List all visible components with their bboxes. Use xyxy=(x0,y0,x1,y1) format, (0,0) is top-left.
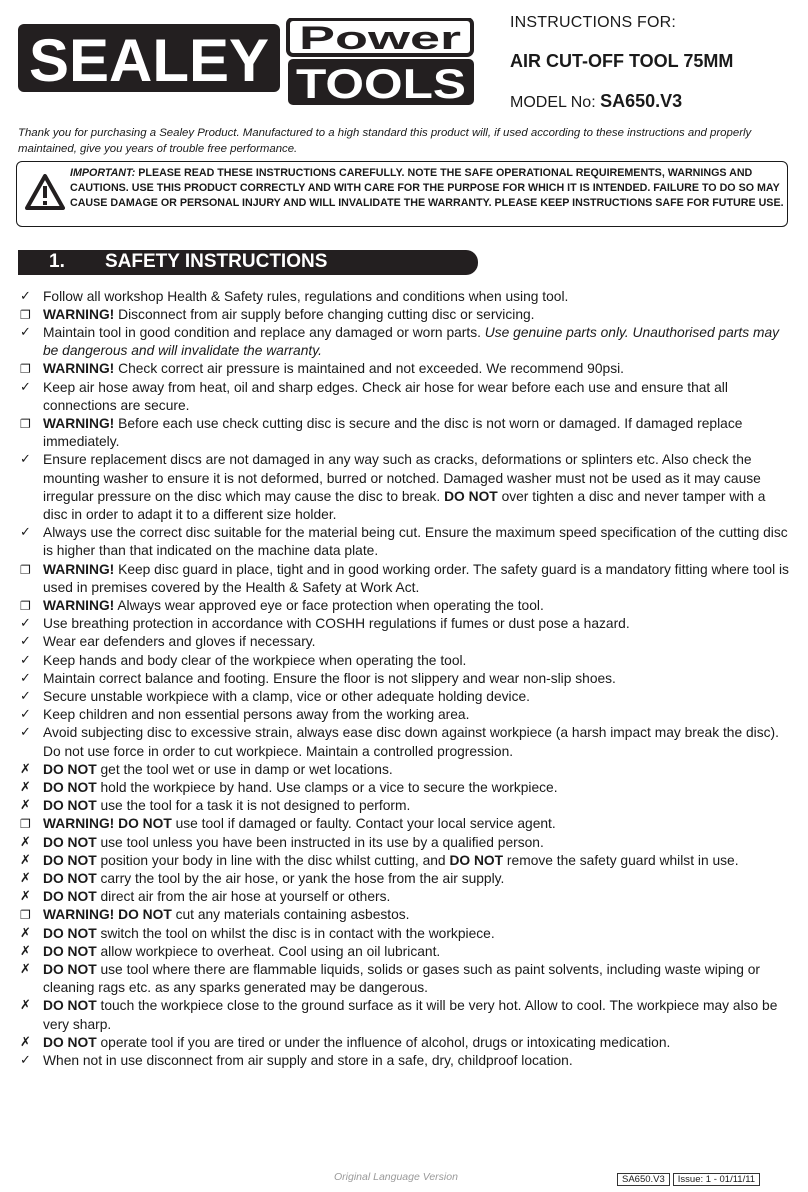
warning-box-icon: ❐ xyxy=(20,416,31,431)
list-item xyxy=(20,834,790,852)
list-item xyxy=(20,597,790,615)
footer-model-ref: SA650.V3 xyxy=(617,1173,670,1186)
list-item-text: carry the tool by the air hose, or yank the hose from the air supply. xyxy=(96,871,505,886)
list-item xyxy=(20,888,790,906)
list-item-text: Keep hands and body clear of the workpiece when operating the tool. xyxy=(43,652,467,668)
section-number: 1. xyxy=(49,251,65,272)
cross-icon: ✗ xyxy=(20,871,31,886)
important-notice xyxy=(16,161,788,227)
list-item xyxy=(20,761,790,779)
list-item-text: Before each use check cutting disc is secure and the disc is not worn or damaged. If damaged replace immediately. xyxy=(43,415,743,450)
checkmark-icon: ✓ xyxy=(20,634,31,650)
list-item-text: DO NOT xyxy=(43,1034,97,1050)
list-item xyxy=(20,1034,790,1052)
list-item-text: Keep air hose away from heat, oil and sharp edges. Check air hose for wear before each use and ensure that all connections are secure. xyxy=(43,379,728,413)
list-item xyxy=(20,451,790,524)
list-item xyxy=(20,360,790,378)
checkmark-icon: ✓ xyxy=(20,379,31,395)
list-item-text: DO NOT xyxy=(43,852,97,868)
checkmark-icon: ✓ xyxy=(20,707,31,723)
list-item xyxy=(20,561,790,597)
logo-power-text: Power xyxy=(299,20,461,56)
list-item-text: Disconnect from air supply before changing cutting disc or servicing. xyxy=(114,306,535,322)
list-item-text: DO NOT xyxy=(43,998,97,1014)
list-item xyxy=(20,797,790,815)
list-item-text: use tool where there are flammable liquids, solids or gases such as paint solvents, including waste wiping or cleaning rags etc. as any sparks generated may be dangerous. xyxy=(43,962,761,996)
warning-box-icon: ❐ xyxy=(20,562,31,577)
list-item-text: Maintain tool in good condition and replace any damaged or worn parts. xyxy=(43,324,485,340)
logo-tools-text: TOOLS xyxy=(296,60,466,107)
warning-box-icon: ❐ xyxy=(20,362,31,377)
list-item xyxy=(20,652,790,670)
list-item xyxy=(20,815,790,833)
cross-icon: ✗ xyxy=(20,761,31,777)
cross-icon: ✗ xyxy=(20,834,31,850)
instructions-for-label: INSTRUCTIONS FOR: xyxy=(510,14,677,31)
model-label: MODEL No: xyxy=(510,94,596,111)
list-item-text: Ensure replacement discs are not damaged in any way such as cracks, deformations or splinters etc. Also check the mounting washer to ensure it is not deformed, burred or notched. Damaged washer must not be used as it may cause irregular pressure on the disc which may cause the disc to break. xyxy=(43,452,761,504)
sealey-power-tools-logo xyxy=(16,18,476,108)
list-item xyxy=(20,306,790,324)
list-item xyxy=(20,415,790,451)
list-item-text: use tool unless you have been instructed in its use by a qualified person. xyxy=(96,834,544,850)
list-item-text: DO NOT xyxy=(43,834,97,850)
list-item-text: hold the workpiece by hand. Use clamps or a vice to secure the workpiece. xyxy=(96,779,558,795)
warning-box-icon: ❐ xyxy=(20,307,31,322)
list-item xyxy=(20,324,790,360)
list-item-text: get the tool wet or use in damp or wet locations. xyxy=(96,761,393,777)
section-heading xyxy=(18,250,478,275)
list-item xyxy=(20,688,790,706)
list-item-text: WARNING! xyxy=(43,561,115,577)
list-item-text: Always wear approved eye or face protection when operating the tool. xyxy=(114,597,544,613)
list-item-text: Always use the correct disc suitable for the material being cut. Ensure the maximum speed specification of the cutting disc is higher than that indicated on the machine data plate. xyxy=(43,525,788,559)
list-item-text: cut any materials containing asbestos. xyxy=(171,907,410,923)
model-number: SA650.V3 xyxy=(600,91,683,111)
list-item-text: Keep disc guard in place, tight and in good working order. The safety guard is a mandatory fitting where tool is used in premises covered by the Health & Safety at Work Act. xyxy=(43,561,789,595)
list-item xyxy=(20,670,790,688)
cross-icon: ✗ xyxy=(20,925,31,941)
list-item-text: WARNING! xyxy=(43,361,115,377)
list-item-text: remove the safety guard whilst in use. xyxy=(503,852,739,868)
footer-reference xyxy=(617,1173,760,1186)
list-item-text: DO NOT xyxy=(444,488,498,504)
list-item xyxy=(20,997,790,1033)
list-item-text: Keep children and non essential persons away from the working area. xyxy=(43,707,470,723)
list-item xyxy=(20,288,790,306)
checkmark-icon: ✓ xyxy=(20,616,31,632)
cross-icon: ✗ xyxy=(20,998,31,1014)
list-item xyxy=(20,943,790,961)
product-title: AIR CUT-OFF TOOL 75MM xyxy=(510,51,734,71)
warning-box-icon: ❐ xyxy=(20,817,31,832)
warning-box-icon: ❐ xyxy=(20,598,31,613)
list-item-text: Maintain correct balance and footing. Ensure the floor is not slippery and wear non-slip shoes. xyxy=(43,670,616,686)
checkmark-icon: ✓ xyxy=(20,688,31,704)
list-item-text: DO NOT xyxy=(43,798,97,814)
safety-instructions-list xyxy=(20,288,790,1071)
list-item xyxy=(20,615,790,633)
list-item xyxy=(20,633,790,651)
list-item-text: WARNING! DO NOT xyxy=(43,907,172,923)
list-item-text: WARNING! DO NOT xyxy=(43,816,172,832)
important-text xyxy=(70,166,786,211)
list-item-text: DO NOT xyxy=(43,943,97,959)
list-item-text: direct air from the air hose at yourself or others. xyxy=(96,889,391,905)
important-label: IMPORTANT: xyxy=(70,167,136,179)
list-item-text: DO NOT xyxy=(449,852,504,868)
list-item xyxy=(20,524,790,560)
list-item xyxy=(20,870,790,888)
list-item xyxy=(20,1052,790,1070)
list-item xyxy=(20,925,790,943)
list-item-text: WARNING! xyxy=(43,306,115,322)
checkmark-icon: ✓ xyxy=(20,670,31,686)
list-item-text: DO NOT xyxy=(43,761,97,777)
cross-icon: ✗ xyxy=(20,889,31,905)
list-item xyxy=(20,906,790,924)
section-title: SAFETY INSTRUCTIONS xyxy=(105,251,328,272)
list-item-text: Check correct air pressure is maintained and not exceeded. We recommend 90psi. xyxy=(114,361,624,377)
checkmark-icon: ✓ xyxy=(20,525,31,541)
list-item xyxy=(20,706,790,724)
list-item-text: Secure unstable workpiece with a clamp, vice or other adequate holding device. xyxy=(43,688,531,704)
list-item-text: position your body in line with the disc whilst cutting, and xyxy=(96,852,450,868)
intro-text: Thank you for purchasing a Sealey Product. Manufactured to a high standard this product will, if used according to these instructions and properly maintained, give you years of trouble free performance. xyxy=(18,127,752,155)
cross-icon: ✗ xyxy=(20,962,31,978)
list-item-text: allow workpiece to overheat. Cool using an oil lubricant. xyxy=(96,943,441,959)
warning-box-icon: ❐ xyxy=(20,908,31,923)
footer-issue: Issue: 1 - 01/11/11 xyxy=(673,1173,760,1186)
important-body: PLEASE READ THESE INSTRUCTIONS CAREFULLY. NOTE THE SAFE OPERATIONAL REQUIREMENTS, WARNINGS AND CAUTIONS. USE THIS PRODUCT CORRECTLY AND WITH CARE FOR THE PURPOSE FOR WHICH IT IS INTENDED. FAILURE TO DO SO MAY CAUSE DAMAGE OR PERSONAL INJURY AND WILL INVALIDATE THE WARRANTY. PLEASE KEEP INSTRUCTIONS SAFE FOR FUTURE USE. xyxy=(70,167,784,209)
cross-icon: ✗ xyxy=(20,1034,31,1050)
checkmark-icon: ✓ xyxy=(20,288,31,304)
list-item-text: Avoid subjecting disc to excessive strain, always ease disc down against workpiece (a harsh impact may break the disc). Do not use force in order to cut workpiece. Maintain a controlled progression. xyxy=(43,725,779,759)
list-item-text: When not in use disconnect from air supply and store in a safe, dry, childproof location. xyxy=(43,1053,573,1069)
list-item xyxy=(20,961,790,997)
list-item-text: DO NOT xyxy=(43,962,97,978)
logo-brand-text: SEALEY xyxy=(29,27,269,94)
list-item-text: use the tool for a task it is not designed to perform. xyxy=(96,798,411,814)
list-item-text: use tool if damaged or faulty. Contact your local service agent. xyxy=(171,816,556,832)
checkmark-icon: ✓ xyxy=(20,452,31,468)
list-item-text: DO NOT xyxy=(43,925,97,941)
list-item-text: switch the tool on whilst the disc is in contact with the workpiece. xyxy=(96,925,495,941)
list-item xyxy=(20,852,790,870)
cross-icon: ✗ xyxy=(20,779,31,795)
list-item xyxy=(20,724,790,760)
list-item-text: Use breathing protection in accordance with COSHH regulations if fumes or dust pose a hazard. xyxy=(43,616,630,632)
checkmark-icon: ✓ xyxy=(20,324,31,340)
list-item-text: touch the workpiece close to the ground surface as it will be very hot. Allow to cool. The workpiece may also be very sharp. xyxy=(43,998,778,1032)
list-item-text: DO NOT xyxy=(43,871,97,886)
list-item-text: Follow all workshop Health & Safety rules, regulations and conditions when using tool. xyxy=(43,288,569,304)
checkmark-icon: ✓ xyxy=(20,652,31,668)
cross-icon: ✗ xyxy=(20,943,31,959)
cross-icon: ✗ xyxy=(20,798,31,814)
list-item-text: Wear ear defenders and gloves if necessary. xyxy=(43,634,316,650)
list-item xyxy=(20,379,790,415)
list-item-text: DO NOT xyxy=(43,779,97,795)
model-line xyxy=(510,91,682,112)
list-item-text: operate tool if you are tired or under the influence of alcohol, drugs or intoxicating medication. xyxy=(96,1034,671,1050)
list-item-text: WARNING! xyxy=(43,597,115,613)
checkmark-icon: ✓ xyxy=(20,725,31,741)
list-item-text: over tighten a disc and never tamper with a disc in order to adapt it to a different size holder. xyxy=(43,488,766,522)
footer-language-note: Original Language Version xyxy=(334,1171,458,1183)
checkmark-icon: ✓ xyxy=(20,1053,31,1069)
list-item-text: WARNING! xyxy=(43,415,115,431)
list-item xyxy=(20,779,790,797)
cross-icon: ✗ xyxy=(20,852,31,868)
list-item-text: DO NOT xyxy=(43,889,97,905)
list-item-text: Use genuine parts only. Unauthorised parts may be dangerous and will invalidate the warranty. xyxy=(43,324,780,359)
warning-triangle-icon xyxy=(25,174,65,210)
